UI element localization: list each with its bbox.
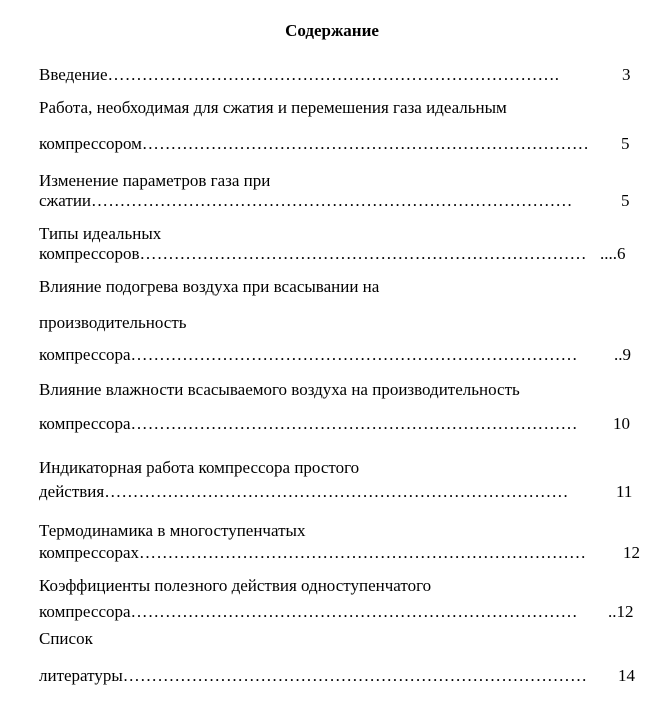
toc-entry-last-line xyxy=(39,481,612,503)
leader-dots: ……………………………………………………………………… xyxy=(104,482,569,501)
toc-entry-title: производительность xyxy=(39,313,187,332)
toc-entry-title: сжатии xyxy=(39,191,92,210)
leader-dots: ……………………………………………………………………. xyxy=(107,65,560,84)
toc-entry-intro-line xyxy=(39,64,622,86)
toc-page-number: 14 xyxy=(618,666,635,685)
leader-dots: .. xyxy=(614,345,623,364)
toc-entry-last-line xyxy=(39,344,614,366)
toc-entry-last-line xyxy=(39,542,620,564)
toc-entry-title: компрессором xyxy=(39,134,142,153)
leader-dots: …………………………………………………………………… xyxy=(130,345,578,364)
leader-dots: ………………………………………………………………………… xyxy=(91,191,573,210)
page-title: Содержание xyxy=(285,21,379,40)
toc-entry-title: Термодинамика в многоступенчатых xyxy=(39,521,306,540)
leader-dots: …………………………………………………………………… xyxy=(139,244,587,263)
toc-entry-title: компрессора xyxy=(39,345,131,364)
toc-entry-title: Влияние подогрева воздуха при всасывании на xyxy=(39,277,380,296)
leader-dots: …………………………………………………………………… xyxy=(141,134,590,153)
toc-entry-title: Список xyxy=(39,629,93,648)
toc-entry-title: Введение xyxy=(39,65,108,84)
leader-dots: ……………………………………………………………………… xyxy=(122,666,588,685)
toc-page-number: 5 xyxy=(621,191,630,210)
leader-dots: .... xyxy=(600,244,617,263)
leader-dots: …………………………………………………………………… xyxy=(139,543,587,562)
toc-entry-last-line xyxy=(39,133,619,155)
toc-entry-last-line xyxy=(39,243,599,265)
toc-page-number: 12 xyxy=(623,543,640,562)
leader-dots: .. xyxy=(608,602,617,621)
toc-entry-title: Работа, необходимая для сжатия и перемешения газа идеальным xyxy=(39,98,507,117)
toc-page-number: 10 xyxy=(613,414,630,433)
toc-page-number-prefix xyxy=(608,601,634,623)
toc-page-number: 6 xyxy=(617,244,626,263)
toc-page-number: 5 xyxy=(621,134,630,153)
toc-entry-title: компрессорах xyxy=(39,543,140,562)
toc-entry-title: Влияние влажности всасываемого воздуха на производительность xyxy=(39,380,520,399)
toc-page-number: 3 xyxy=(622,65,631,84)
toc-entry-title: компрессоров xyxy=(39,244,140,263)
toc-entry-last-line xyxy=(39,665,615,687)
leader-dots: …………………………………………………………………… xyxy=(130,602,578,621)
toc-page-number: 11 xyxy=(616,482,633,501)
leader-dots: …………………………………………………………………… xyxy=(130,414,578,433)
toc-entry-title: компрессора xyxy=(39,414,131,433)
toc-page-number: 9 xyxy=(622,345,631,364)
toc-entry-title: Типы идеальных xyxy=(39,224,162,243)
toc-entry-title: действия xyxy=(39,482,105,501)
toc-entry-last-line xyxy=(39,601,608,623)
toc-entry-title: литературы xyxy=(39,666,123,685)
toc-entry-title: компрессора xyxy=(39,602,131,621)
toc-entry-title: Изменение параметров газа при xyxy=(39,171,271,190)
toc-entry-title: Коэффициенты полезного действия одноступенчатого xyxy=(39,576,432,595)
toc-page-number: 12 xyxy=(616,602,634,621)
toc-page-number-prefix xyxy=(600,243,626,265)
toc-entry-last-line xyxy=(39,413,611,435)
toc-entry-last-line xyxy=(39,190,619,212)
toc-entry-title: Индикаторная работа компрессора простого xyxy=(39,458,360,477)
toc-page-number-prefix xyxy=(614,344,631,366)
